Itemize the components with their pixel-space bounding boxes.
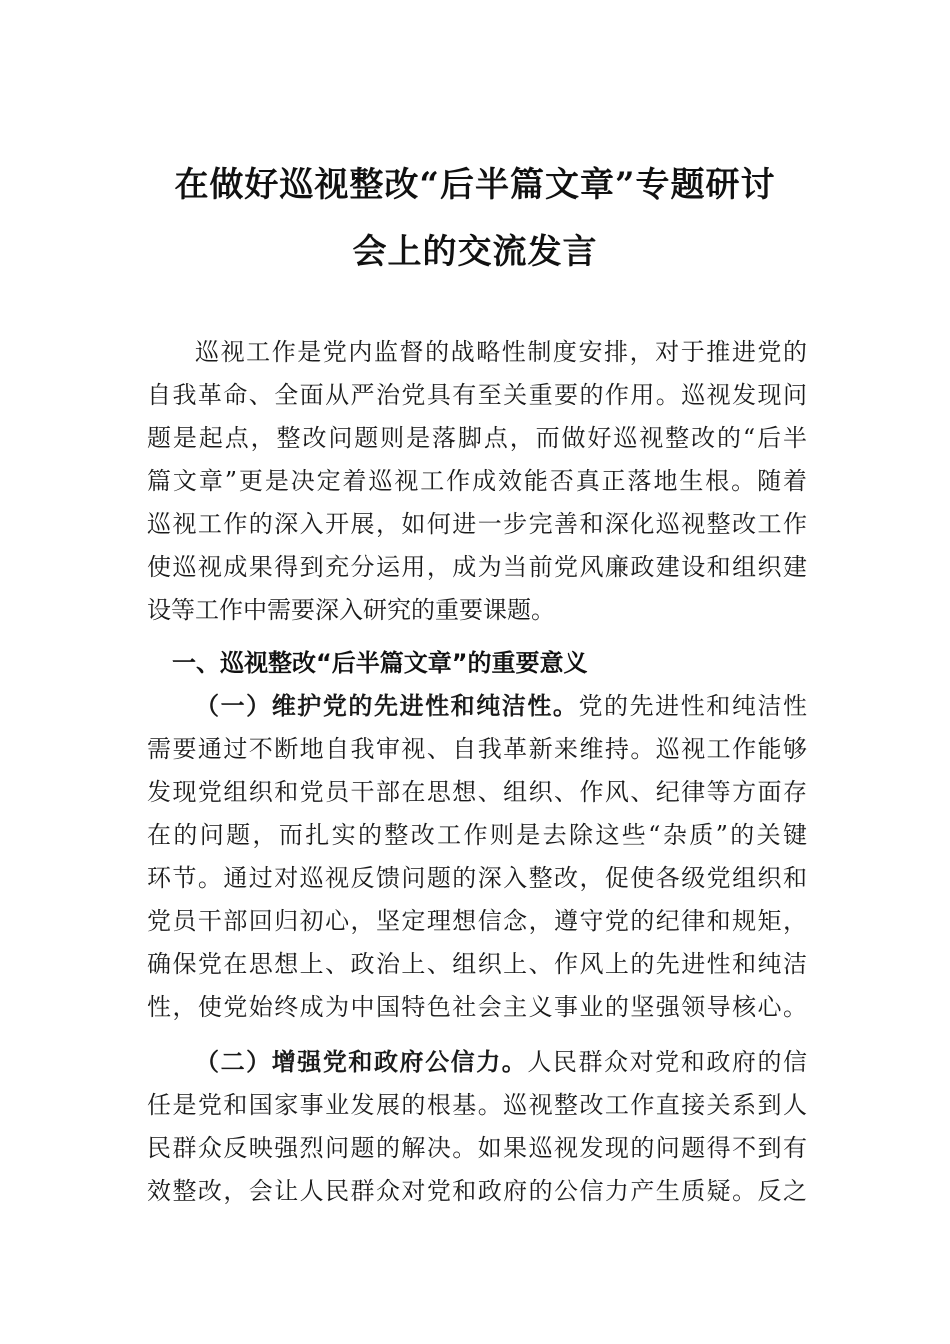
subsection-1-first-line (195, 688, 807, 724)
intro-paragraph-line: 使巡视成果得到充分运用，成为当前党风廉政建设和组织建 (147, 553, 807, 581)
subsection-1-line: 发现党组织和党员干部在思想、组织、作风、纪律等方面存 (147, 778, 807, 806)
intro-paragraph-line: 巡视工作是党内监督的战略性制度安排，对于推进党的 (195, 338, 807, 366)
subsection-2-line: 民群众反映强烈问题的解决。如果巡视发现的问题得不到有 (147, 1134, 807, 1162)
intro-paragraph-line: 巡视工作的深入开展，如何进一步完善和深化巡视整改工作 (147, 510, 807, 538)
intro-paragraph-line: 篇文章”更是决定着巡视工作成效能否真正落地生根。随着 (147, 467, 807, 495)
subsection-1-line: 需要通过不断地自我审视、自我革新来维持。巡视工作能够 (147, 735, 807, 763)
subsection-1-line: 环节。通过对巡视反馈问题的深入整改，促使各级党组织和 (147, 864, 807, 892)
subsection-1-line: 性，使党始终成为中国特色社会主义事业的坚强领导核心。 (147, 993, 807, 1021)
subsection-2-first-text: 人民群众对党和政府的信 (527, 1048, 808, 1076)
subsection-1-heading: （一）维护党的先进性和纯洁性。 (195, 692, 579, 720)
subsection-1-line: 党员干部回归初心，坚定理想信念，遵守党的纪律和规矩， (147, 907, 807, 935)
subsection-1-line: 在的问题，而扎实的整改工作则是去除这些“杂质”的关键 (147, 821, 807, 849)
intro-paragraph-line: 自我革命、全面从严治党具有至关重要的作用。巡视发现问 (147, 381, 807, 409)
subsection-2-line: 任是党和国家事业发展的根基。巡视整改工作直接关系到人 (147, 1091, 807, 1119)
subsection-1-line: 确保党在思想上、政治上、组织上、作风上的先进性和纯洁 (147, 950, 807, 978)
intro-paragraph-line: 题是起点，整改问题则是落脚点，而做好巡视整改的“后半 (147, 424, 807, 452)
document-title-line-1: 在做好巡视整改“后半篇文章”专题研讨 (174, 165, 776, 205)
subsection-2-line: 效整改，会让人民群众对党和政府的公信力产生质疑。反之 (147, 1177, 807, 1205)
intro-paragraph-line: 设等工作中需要深入研究的重要课题。 (147, 596, 555, 624)
section-heading-1: 一、巡视整改“后半篇文章”的重要意义 (172, 649, 588, 677)
subsection-2-heading: （二）增强党和政府公信力。 (195, 1048, 528, 1076)
subsection-1-first-text: 党的先进性和纯洁性 (578, 692, 808, 720)
subsection-2-first-line (195, 1044, 807, 1080)
document-title-line-2: 会上的交流发言 (352, 232, 598, 272)
